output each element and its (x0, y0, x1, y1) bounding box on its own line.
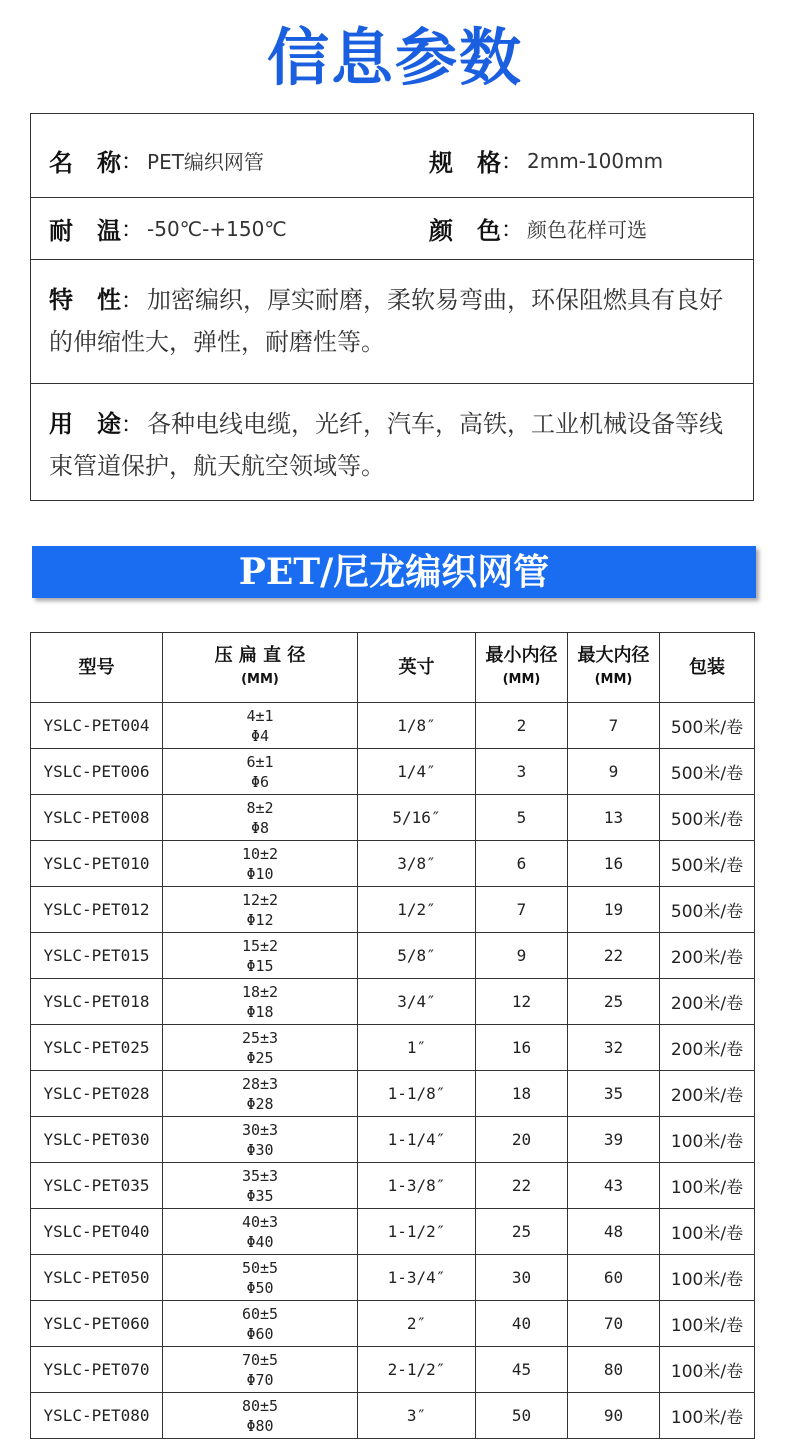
table-row (31, 887, 755, 933)
cell-model: YSLC-PET015 (31, 933, 163, 979)
cell-package: 100米/卷 (660, 1301, 755, 1347)
cell-min-inner: 6 (476, 841, 568, 887)
cell-inch: 1-1/4″ (358, 1117, 476, 1163)
cell-flat-diameter (163, 1025, 358, 1071)
cell-flat-tolerance: 35±3 (241, 1166, 279, 1185)
uses-paragraph (49, 404, 735, 487)
cell-package: 500米/卷 (660, 887, 755, 933)
header-min-inner: 最小内径 (MM) (476, 633, 568, 703)
cell-flat-tolerance: 28±3 (241, 1074, 279, 1093)
cell-model: YSLC-PET006 (31, 749, 163, 795)
feature-value: 加密编织，厚实耐磨，柔软易弯曲，环保阻燃具有良好的伸缩性大，弹性，耐磨性等。 (49, 286, 724, 356)
cell-max-inner: 43 (568, 1163, 660, 1209)
cell-package: 100米/卷 (660, 1255, 755, 1301)
cell-flat-diameter (163, 933, 358, 979)
cell-inch: 1/8″ (358, 703, 476, 749)
cell-model: YSLC-PET012 (31, 887, 163, 933)
cell-package: 100米/卷 (660, 1393, 755, 1439)
cell-package: 100米/卷 (660, 1163, 755, 1209)
table-row (31, 979, 755, 1025)
spec-value: 2mm-100mm (527, 148, 664, 173)
use-label: 用 途 (49, 410, 121, 438)
cell-model: YSLC-PET040 (31, 1209, 163, 1255)
cell-inch: 1″ (358, 1025, 476, 1071)
cell-flat-tolerance: 60±5 (241, 1304, 279, 1323)
cell-max-inner: 60 (568, 1255, 660, 1301)
cell-flat-phi: Φ60 (246, 1324, 274, 1343)
cell-flat-phi: Φ15 (246, 956, 274, 975)
cell-flat-tolerance: 6±1 (246, 752, 274, 771)
cell-inch: 1-1/2″ (358, 1209, 476, 1255)
color-value: 颜色花样可选 (527, 218, 648, 242)
temp-pair (49, 198, 287, 259)
cell-flat-tolerance: 10±2 (241, 844, 279, 863)
cell-flat-tolerance: 50±5 (241, 1258, 279, 1277)
cell-model: YSLC-PET018 (31, 979, 163, 1025)
cell-flat-phi: Φ40 (246, 1232, 274, 1251)
feature-colon: ： (121, 289, 144, 314)
table-row (31, 841, 755, 887)
cell-flat-phi: Φ50 (246, 1278, 274, 1297)
cell-flat-diameter (163, 703, 358, 749)
cell-min-inner: 50 (476, 1393, 568, 1439)
cell-min-inner: 7 (476, 887, 568, 933)
cell-flat-tolerance: 12±2 (241, 890, 279, 909)
cell-flat-phi: Φ8 (250, 818, 270, 837)
cell-inch: 1-3/8″ (358, 1163, 476, 1209)
cell-flat-phi: Φ18 (246, 1002, 274, 1021)
cell-flat-diameter (163, 1347, 358, 1393)
cell-flat-tolerance: 18±2 (241, 982, 279, 1001)
cell-flat-diameter (163, 1301, 358, 1347)
cell-inch: 1/2″ (358, 887, 476, 933)
cell-model: YSLC-PET080 (31, 1393, 163, 1439)
cell-inch: 1-1/8″ (358, 1071, 476, 1117)
cell-max-inner: 32 (568, 1025, 660, 1071)
features-paragraph (49, 280, 735, 363)
cell-package: 100米/卷 (660, 1209, 755, 1255)
spec-label: 规 格 (429, 149, 501, 177)
table-row (31, 1117, 755, 1163)
temp-colon: ： (121, 218, 144, 243)
cell-model: YSLC-PET028 (31, 1071, 163, 1117)
info-row-temp-color (31, 198, 753, 260)
cell-flat-diameter (163, 1393, 358, 1439)
cell-min-inner: 22 (476, 1163, 568, 1209)
section-banner: PET/尼龙编织网管 (32, 546, 756, 598)
cell-min-inner: 2 (476, 703, 568, 749)
cell-flat-phi: Φ12 (246, 910, 274, 929)
cell-flat-tolerance: 15±2 (241, 936, 279, 955)
cell-max-inner: 9 (568, 749, 660, 795)
cell-min-inner: 18 (476, 1071, 568, 1117)
cell-min-inner: 25 (476, 1209, 568, 1255)
cell-inch: 5/8″ (358, 933, 476, 979)
cell-min-inner: 12 (476, 979, 568, 1025)
cell-model: YSLC-PET008 (31, 795, 163, 841)
table-row (31, 703, 755, 749)
cell-min-inner: 30 (476, 1255, 568, 1301)
color-label: 颜 色 (429, 217, 501, 245)
temp-label: 耐 温 (49, 217, 121, 245)
cell-model: YSLC-PET025 (31, 1025, 163, 1071)
cell-model: YSLC-PET050 (31, 1255, 163, 1301)
cell-max-inner: 70 (568, 1301, 660, 1347)
header-flat-diameter: 压 扁 直 径 (MM) (163, 633, 358, 703)
table-row (31, 1209, 755, 1255)
cell-model: YSLC-PET035 (31, 1163, 163, 1209)
feature-label: 特 性 (49, 286, 121, 314)
cell-max-inner: 7 (568, 703, 660, 749)
name-colon: ： (121, 150, 144, 175)
table-row (31, 1347, 755, 1393)
cell-inch: 1/4″ (358, 749, 476, 795)
cell-package: 500米/卷 (660, 703, 755, 749)
cell-min-inner: 3 (476, 749, 568, 795)
info-row-uses (31, 384, 753, 500)
cell-package: 200米/卷 (660, 979, 755, 1025)
cell-inch: 2-1/2″ (358, 1347, 476, 1393)
table-row (31, 933, 755, 979)
cell-model: YSLC-PET070 (31, 1347, 163, 1393)
cell-package: 200米/卷 (660, 933, 755, 979)
cell-package: 500米/卷 (660, 795, 755, 841)
header-model: 型号 (31, 633, 163, 703)
cell-flat-tolerance: 25±3 (241, 1028, 279, 1047)
cell-min-inner: 45 (476, 1347, 568, 1393)
cell-flat-diameter (163, 841, 358, 887)
cell-inch: 2″ (358, 1301, 476, 1347)
table-header-row (31, 633, 755, 703)
info-row-name-spec (31, 114, 753, 198)
cell-flat-diameter (163, 887, 358, 933)
cell-flat-phi: Φ25 (246, 1048, 274, 1067)
cell-package: 500米/卷 (660, 749, 755, 795)
table-row (31, 1071, 755, 1117)
cell-flat-phi: Φ80 (246, 1416, 274, 1435)
spec-colon: ： (501, 150, 524, 175)
header-package: 包装 (660, 633, 755, 703)
table-row (31, 795, 755, 841)
cell-min-inner: 5 (476, 795, 568, 841)
info-row-features (31, 260, 753, 384)
cell-max-inner: 16 (568, 841, 660, 887)
cell-min-inner: 20 (476, 1117, 568, 1163)
header-flat-unit: (MM) (241, 671, 279, 687)
color-colon: ： (501, 218, 524, 243)
cell-flat-tolerance: 80±5 (241, 1396, 279, 1415)
table-row (31, 1025, 755, 1071)
header-inch: 英寸 (358, 633, 476, 703)
cell-max-inner: 25 (568, 979, 660, 1025)
cell-flat-phi: Φ28 (246, 1094, 274, 1113)
cell-package: 500米/卷 (660, 841, 755, 887)
table-body (31, 703, 755, 1439)
cell-flat-tolerance: 4±1 (246, 706, 274, 725)
cell-inch: 3″ (358, 1393, 476, 1439)
cell-inch: 3/4″ (358, 979, 476, 1025)
cell-flat-phi: Φ4 (250, 726, 270, 745)
use-value: 各种电线电缆，光纤，汽车，高铁，工业机械设备等线束管道保护，航天航空领域等。 (49, 410, 724, 480)
cell-model: YSLC-PET004 (31, 703, 163, 749)
header-max-inner: 最大内径 (MM) (568, 633, 660, 703)
cell-package: 200米/卷 (660, 1025, 755, 1071)
cell-inch: 3/8″ (358, 841, 476, 887)
cell-min-inner: 16 (476, 1025, 568, 1071)
cell-flat-diameter (163, 979, 358, 1025)
name-pair (49, 114, 264, 197)
page-title: 信息参数 (266, 21, 523, 94)
cell-flat-phi: Φ35 (246, 1186, 274, 1205)
table-row (31, 1301, 755, 1347)
cell-flat-tolerance: 30±3 (241, 1120, 279, 1139)
cell-max-inner: 48 (568, 1209, 660, 1255)
cell-flat-diameter (163, 1255, 358, 1301)
cell-max-inner: 22 (568, 933, 660, 979)
table-row (31, 1163, 755, 1209)
cell-inch: 1-3/4″ (358, 1255, 476, 1301)
cell-flat-diameter (163, 795, 358, 841)
cell-flat-phi: Φ6 (250, 772, 270, 791)
cell-model: YSLC-PET060 (31, 1301, 163, 1347)
table-row (31, 749, 755, 795)
header-min-unit: (MM) (502, 671, 541, 687)
cell-max-inner: 90 (568, 1393, 660, 1439)
cell-model: YSLC-PET010 (31, 841, 163, 887)
cell-package: 200米/卷 (660, 1071, 755, 1117)
use-colon: ： (121, 413, 144, 438)
name-label: 名 称 (49, 149, 121, 177)
cell-max-inner: 35 (568, 1071, 660, 1117)
cell-max-inner: 13 (568, 795, 660, 841)
cell-package: 100米/卷 (660, 1347, 755, 1393)
cell-max-inner: 19 (568, 887, 660, 933)
cell-flat-diameter (163, 1071, 358, 1117)
cell-max-inner: 39 (568, 1117, 660, 1163)
cell-flat-diameter (163, 1209, 358, 1255)
cell-flat-tolerance: 40±3 (241, 1212, 279, 1231)
cell-flat-phi: Φ10 (246, 864, 274, 883)
header-max-unit: (MM) (594, 671, 633, 687)
cell-flat-phi: Φ30 (246, 1140, 274, 1159)
name-value: PET编织网管 (147, 150, 264, 174)
cell-min-inner: 9 (476, 933, 568, 979)
table-row (31, 1255, 755, 1301)
info-parameters-box (30, 113, 754, 501)
temp-value: -50℃-+150℃ (147, 216, 287, 241)
cell-model: YSLC-PET030 (31, 1117, 163, 1163)
cell-flat-diameter (163, 1163, 358, 1209)
cell-flat-phi: Φ70 (246, 1370, 274, 1389)
spec-pair (429, 114, 663, 197)
cell-flat-diameter (163, 1117, 358, 1163)
cell-flat-diameter (163, 749, 358, 795)
cell-flat-tolerance: 70±5 (241, 1350, 279, 1369)
cell-flat-tolerance: 8±2 (246, 798, 274, 817)
cell-inch: 5/16″ (358, 795, 476, 841)
cell-max-inner: 80 (568, 1347, 660, 1393)
cell-min-inner: 40 (476, 1301, 568, 1347)
cell-package: 100米/卷 (660, 1117, 755, 1163)
color-pair (429, 198, 647, 259)
spec-table (30, 632, 755, 1439)
table-row (31, 1393, 755, 1439)
